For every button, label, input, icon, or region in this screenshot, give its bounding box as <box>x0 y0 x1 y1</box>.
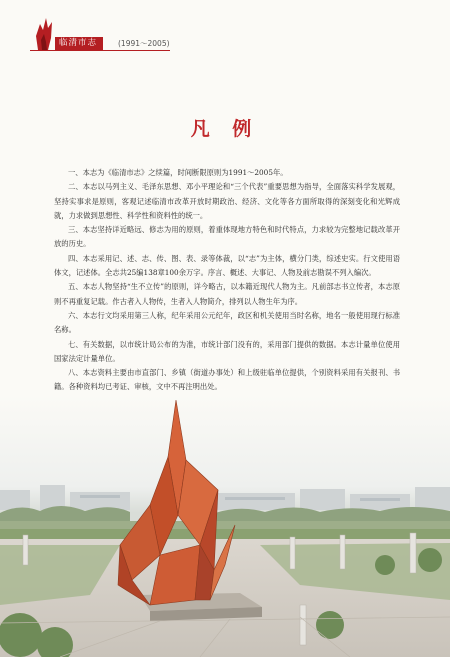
note-paragraph: 一、本志为《临清市志》之续篇，时间断限原则为1991～2005年。 <box>68 168 288 177</box>
page-header <box>0 0 450 60</box>
note-paragraph: 三、本志坚持详近略远、修志为用的原则，着重体现地方特色和时代特点，力求较为完整地记载改革开放的历史。 <box>54 225 400 249</box>
red-flame-logo-icon <box>34 14 54 50</box>
note-paragraph: 七、有关数据，以市统计局公布的为准，市统计部门没有的，采用部门提供的数据。本志计量单位使用国家法定计量单位。 <box>54 339 400 363</box>
note-paragraph: 八、本志资料主要由市直部门、乡镇（街道办事处）和上级驻临单位提供，个别资料采用有关报刊、书籍。各种资料均已考证、审核，文中不再注明出处。 <box>54 368 400 392</box>
note-paragraph: 六、本志行文均采用第三人称，纪年采用公元纪年，政区和机关使用当时名称，地名一般使用现行标准名称。 <box>54 310 400 335</box>
page-title: 凡 例 <box>190 118 260 140</box>
plaza-sculpture-photo <box>0 395 450 657</box>
notes-body <box>54 166 400 395</box>
photo-illustration <box>0 395 450 657</box>
note-paragraph: 二、本志以马列主义、毛泽东思想、邓小平理论和“三个代表”重要思想为指导，全面落实科学发展观，坚持实事求是原则，客观记述临清市改革开放时期政治、经济、文化等各方面所取得的深刻变化和光辉成就，力求做到思想性、科学性和资料性的统一。 <box>54 182 400 220</box>
note-paragraph: 五、本志人物坚持“生不立传”的原则，详今略古，以本籍近现代人物为主。凡前部志书立传者，本志原则不再重复记载。作古者入人物传，生者入人物简介，排列以人物生年为序。 <box>54 282 400 306</box>
note-paragraph: 四、本志采用记、述、志、传、图、表、录等体裁，以“志”为主体，横分门类，综述史实。行文使用语体文，记述体。全志共25编138章100余万字。序言、概述、大事记、人物及前志勘误不列入编次。 <box>54 253 400 278</box>
year-range: (1991～2005) <box>118 39 170 48</box>
book-title-tab: 临清市志 <box>55 37 103 50</box>
header-divider <box>30 50 170 51</box>
